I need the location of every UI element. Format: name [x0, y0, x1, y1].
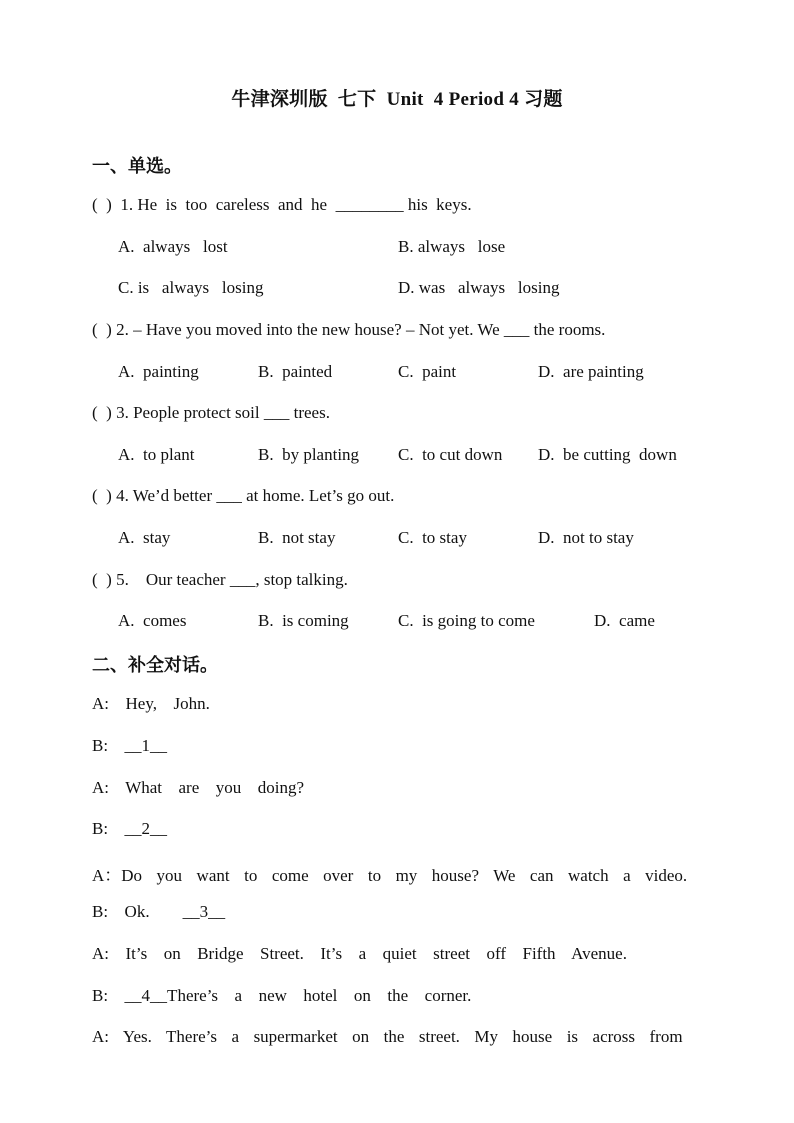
- question-1-option-b: B. always lose: [398, 237, 506, 256]
- dialogue-line: B: __4__There’s a new hotel on the corner.: [92, 986, 472, 1005]
- dialogue-line: A: Hey, John.: [92, 694, 210, 713]
- question-2-option-c: C. paint: [398, 362, 457, 381]
- dialogue-line: B: __2__: [92, 819, 168, 838]
- question-4-option-b: B. not stay: [258, 528, 336, 547]
- question-1-option-d: D. was always losing: [398, 278, 560, 297]
- question-3-stem: ( ) 3. People protect soil ___ trees.: [92, 403, 330, 422]
- section-heading-dialogue: 二、补全对话。: [92, 655, 218, 676]
- question-2-option-b: B. painted: [258, 362, 333, 381]
- question-5-stem: ( ) 5. Our teacher ___, stop talking.: [92, 570, 348, 589]
- question-3-option-b: B. by planting: [258, 445, 360, 464]
- question-5-option-a: A. comes: [118, 611, 187, 630]
- page-title: 牛津深圳版 七下 Unit 4 Period 4 习题: [231, 89, 563, 110]
- dialogue-line: B: __1__: [92, 736, 168, 755]
- dialogue-line: A：Do you want to come over to my house? We can watch a video.: [92, 866, 688, 885]
- question-4-option-d: D. not to stay: [538, 528, 634, 547]
- question-4-option-a: A. stay: [118, 528, 171, 547]
- question-5-option-d: D. came: [594, 611, 655, 630]
- question-4-option-c: C. to stay: [398, 528, 467, 547]
- question-2-stem: ( ) 2. – Have you moved into the new house? – Not yet. We ___ the rooms.: [92, 320, 606, 339]
- question-1-option-a: A. always lost: [118, 237, 228, 256]
- question-3-option-a: A. to plant: [118, 445, 195, 464]
- section-heading-multiple-choice: 一、单选。: [92, 156, 182, 177]
- question-5-option-b: B. is coming: [258, 611, 349, 630]
- dialogue-line: A: Yes. There’s a supermarket on the street. My house is across from: [92, 1027, 683, 1046]
- question-1-stem: ( ) 1. He is too careless and he ________ his keys.: [92, 195, 472, 214]
- dialogue-line: A: What are you doing?: [92, 778, 305, 797]
- question-4-stem: ( ) 4. We’d better ___ at home. Let’s go out.: [92, 486, 395, 505]
- question-1-option-c: C. is always losing: [118, 278, 264, 297]
- question-3-option-d: D. be cutting down: [538, 445, 677, 464]
- question-3-option-c: C. to cut down: [398, 445, 503, 464]
- question-2-option-a: A. painting: [118, 362, 199, 381]
- dialogue-line: B: Ok. __3__: [92, 902, 226, 921]
- question-2-option-d: D. are painting: [538, 362, 644, 381]
- question-5-option-c: C. is going to come: [398, 611, 535, 630]
- dialogue-line: A: It’s on Bridge Street. It’s a quiet street off Fifth Avenue.: [92, 944, 627, 963]
